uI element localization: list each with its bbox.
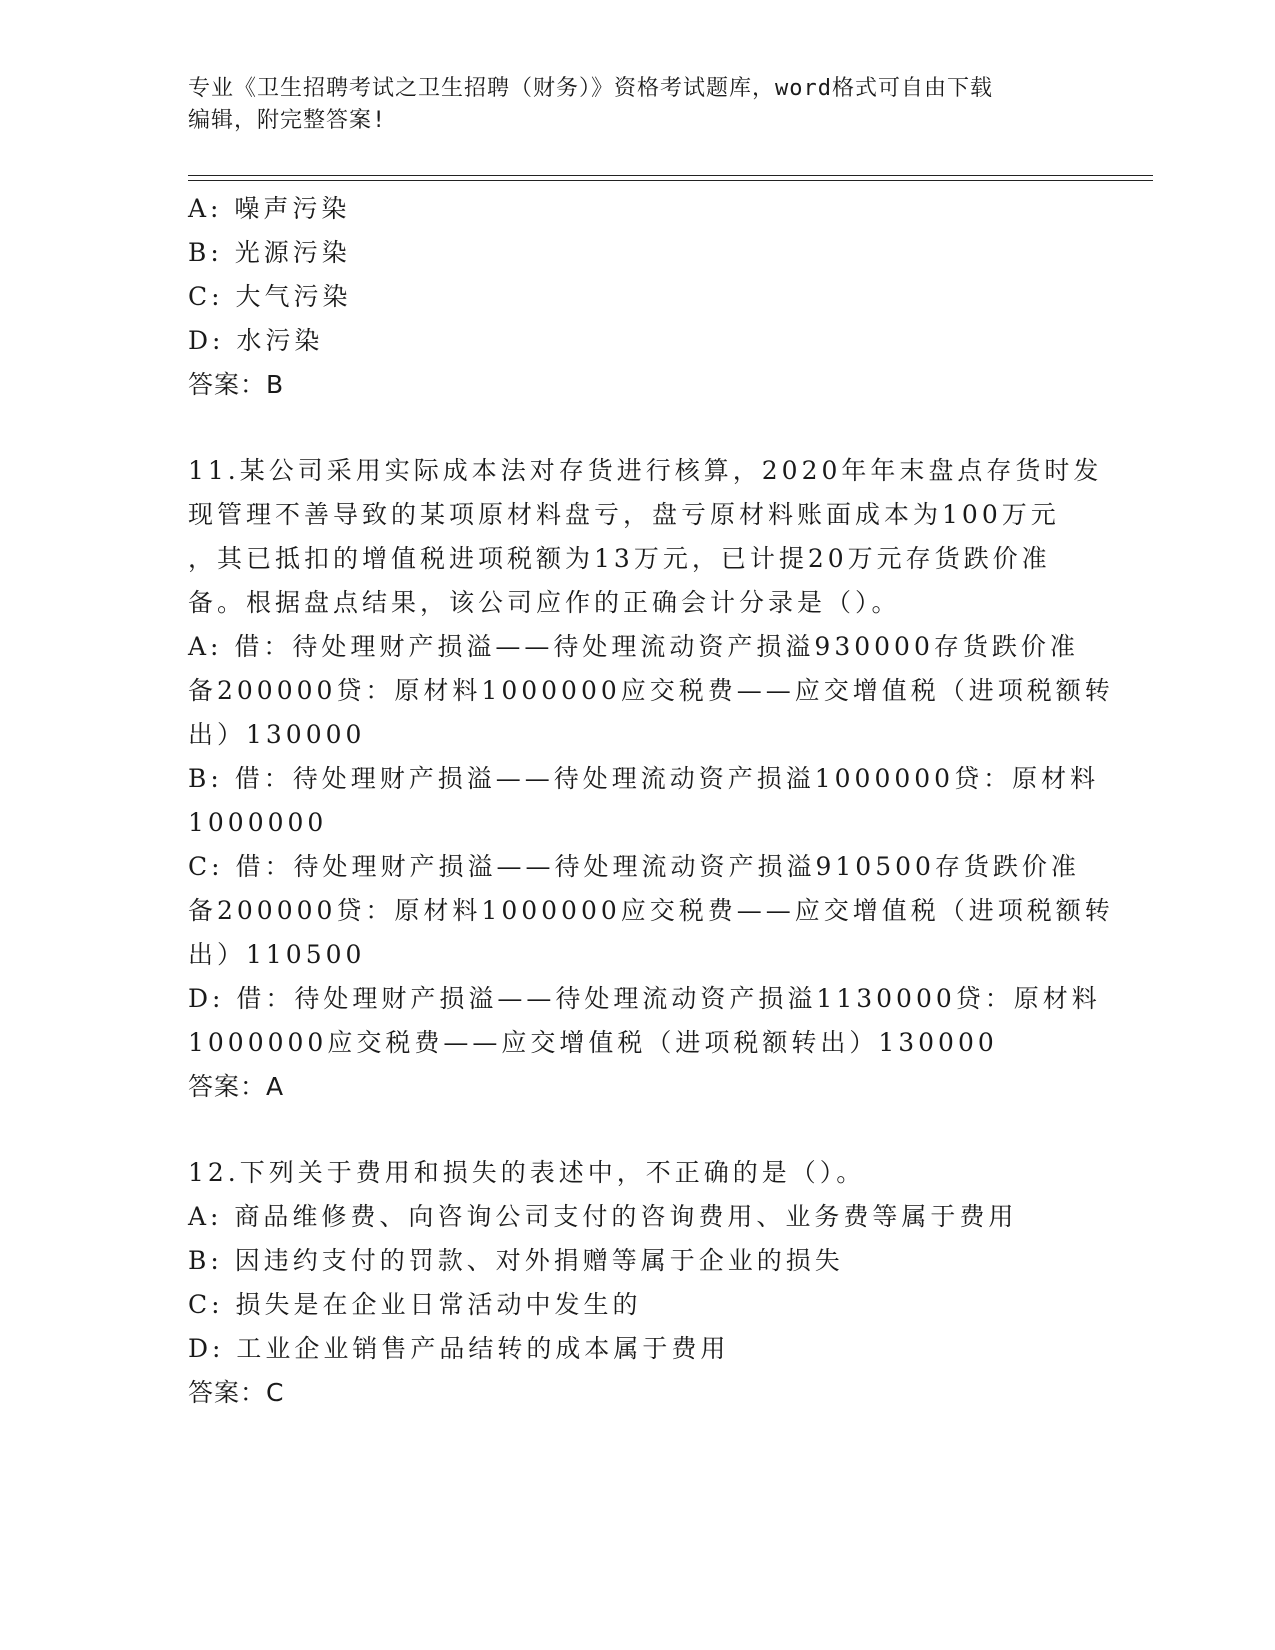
header-line-1: 专业《卫生招聘考试之卫生招聘（财务）》资格考试题库，word格式可自由下载 [188, 76, 993, 101]
q12-option-a: A: 商品维修费、向咨询公司支付的咨询费用、业务费等属于费用 [188, 1202, 1018, 1231]
q11-option-a-line-1: A: 借：待处理财产损溢——待处理流动资产损溢930000存货跌价准 [188, 632, 1079, 661]
q10-option-c: C: 大气污染 [188, 282, 352, 311]
q11-answer: 答案：A [188, 1072, 285, 1101]
q11-option-b-line-1: B: 借：待处理财产损溢——待处理流动资产损溢1000000贷：原材料 [188, 764, 1100, 793]
q11-stem-line-4: 备。根据盘点结果，该公司应作的正确会计分录是（）。 [188, 588, 901, 617]
q12-stem: 12.下列关于费用和损失的表述中，不正确的是（）。 [188, 1158, 866, 1187]
q11-option-d-line-2: 1000000应交税费——应交增值税（进项税额转出）130000 [188, 1028, 998, 1057]
q11-option-c-line-1: C: 借：待处理财产损溢——待处理流动资产损溢910500存货跌价准 [188, 852, 1080, 881]
q11-stem-line-3: ，其已抵扣的增值税进项税额为13万元，已计提20万元存货跌价准 [188, 544, 1051, 573]
q10-answer: 答案：B [188, 370, 285, 399]
q11-option-d-line-1: D: 借：待处理财产损溢——待处理流动资产损溢1130000贷：原材料 [188, 984, 1101, 1013]
q11-option-a-line-2: 备200000贷：原材料1000000应交税费——应交增值税（进项税额转 [188, 676, 1114, 705]
q12-answer: 答案：C [188, 1378, 285, 1407]
q11-option-c-line-2: 备200000贷：原材料1000000应交税费——应交增值税（进项税额转 [188, 896, 1114, 925]
q10-option-d: D: 水污染 [188, 326, 324, 355]
q10-option-a: A: 噪声污染 [188, 194, 351, 223]
q10-option-b: B: 光源污染 [188, 238, 351, 267]
q11-stem-line-1: 11.某公司采用实际成本法对存货进行核算，2020年年末盘点存货时发 [188, 456, 1103, 485]
q11-option-a-line-3: 出）130000 [188, 720, 366, 749]
q12-option-b: B: 因违约支付的罚款、对外捐赠等属于企业的损失 [188, 1246, 844, 1275]
q11-stem-line-2: 现管理不善导致的某项原材料盘亏，盘亏原材料账面成本为100万元 [188, 500, 1060, 529]
q12-option-d: D: 工业企业销售产品结转的成本属于费用 [188, 1334, 730, 1363]
header-divider-top [188, 175, 1153, 176]
document-header [188, 73, 1068, 137]
header-divider-bottom [188, 180, 1153, 181]
header-line-2: 编辑，附完整答案! [188, 108, 387, 133]
q11-option-b-line-2: 1000000 [188, 808, 328, 837]
q12-option-c: C: 损失是在企业日常活动中发生的 [188, 1290, 642, 1319]
q11-option-c-line-3: 出）110500 [188, 940, 366, 969]
